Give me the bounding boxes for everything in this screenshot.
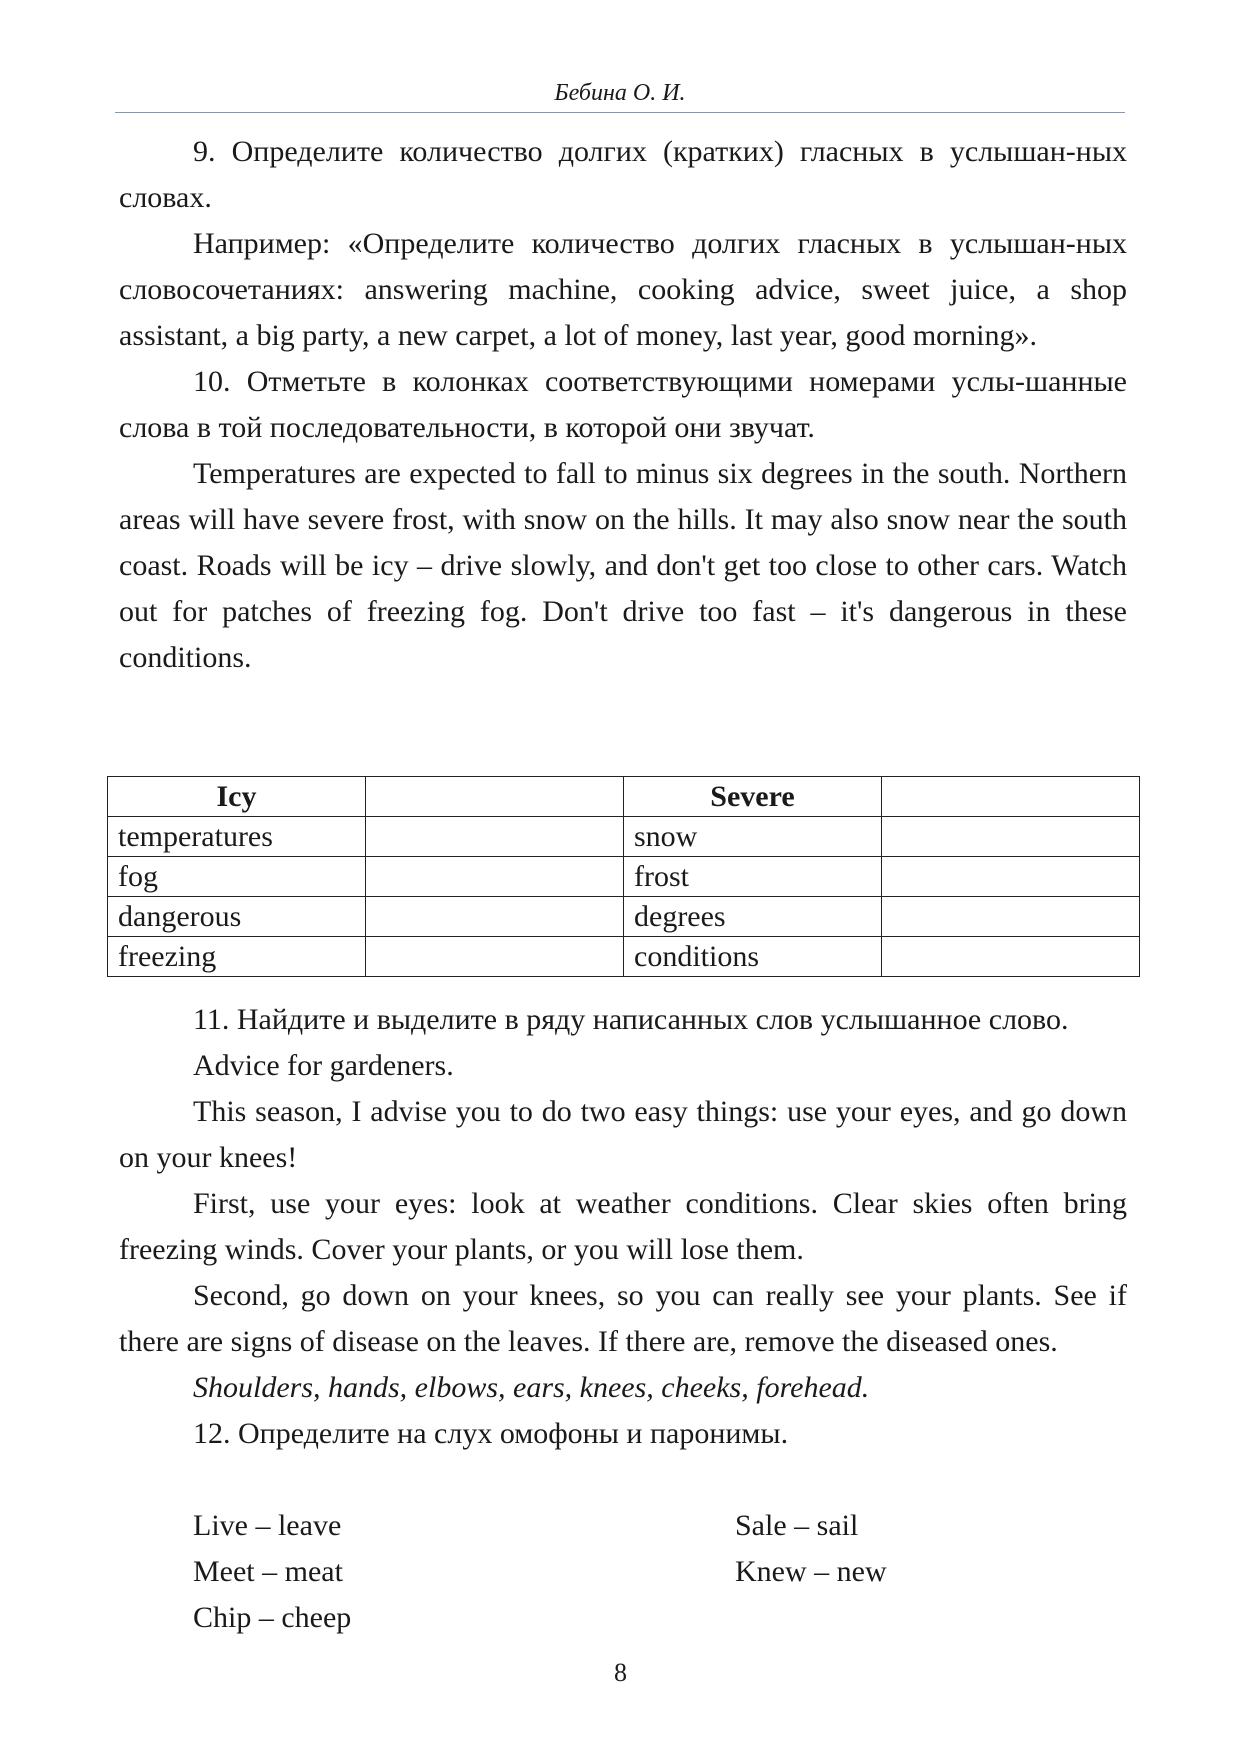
pair-row xyxy=(193,1503,1093,1549)
table-cell xyxy=(366,857,624,897)
table-cell: conditions xyxy=(624,937,882,977)
table-row xyxy=(108,937,1140,977)
exercise-11-word-row: Shoulders, hands, elbows, ears, knees, cheeks, forehead. xyxy=(193,1371,870,1404)
table-header-row xyxy=(108,777,1140,817)
table-header-cell: Severe xyxy=(624,777,882,817)
table-cell: freezing xyxy=(108,937,366,977)
table-cell xyxy=(882,857,1140,897)
exercise-11-paragraph-2: First, use your eyes: look at weather conditions. Clear skies often bring freezing winds. Cover your plants, or you will lose them. xyxy=(119,1187,1127,1266)
exercise-11-task: 11. Найдите и выделите в ряду написанных слов услышанное слово. xyxy=(193,1003,1069,1036)
table-cell xyxy=(882,897,1140,937)
pair-item: Chip – cheep xyxy=(193,1601,352,1634)
table-cell: degrees xyxy=(624,897,882,937)
pair-item: Knew – new xyxy=(735,1555,887,1588)
table-row xyxy=(108,817,1140,857)
exercise-12-task: 12. Определите на слух омофоны и паронимы. xyxy=(193,1417,789,1450)
table-header-cell: Icy xyxy=(108,777,366,817)
exercise-9-10-block xyxy=(119,129,1127,681)
exercise-10-passage: Temperatures are expected to fall to minus six degrees in the south. Northern areas will have severe frost, with snow on the hills. It may also snow near the south coast. Roads will be icy – drive slowly, and don't get too close to other cars. Watch out for patches of freezing fog. Don't drive too fast – it's dangerous in these conditions. xyxy=(119,457,1127,674)
table-header-cell xyxy=(366,777,624,817)
exercise-11-paragraph-1: This season, I advise you to do two easy things: use your eyes, and go down on your knees! xyxy=(119,1095,1127,1174)
running-header: Бебина О. И. xyxy=(115,78,1125,113)
page-number: 8 xyxy=(614,1658,627,1687)
exercise-11-12-block xyxy=(119,997,1127,1457)
table-cell xyxy=(366,937,624,977)
exercise-10-task: 10. Отметьте в колонках соответствующими номерами услы-шанные слова в той последовательности, в которой они звучат. xyxy=(119,365,1127,444)
table-cell: snow xyxy=(624,817,882,857)
table-cell xyxy=(882,937,1140,977)
table-cell xyxy=(366,817,624,857)
table-cell xyxy=(882,817,1140,857)
words-table xyxy=(107,776,1140,977)
table-row xyxy=(108,857,1140,897)
table-cell xyxy=(366,897,624,937)
table-cell: fog xyxy=(108,857,366,897)
table-cell: temperatures xyxy=(108,817,366,857)
pair-row xyxy=(193,1595,1093,1641)
pair-row xyxy=(193,1549,1093,1595)
table-header-cell xyxy=(882,777,1140,817)
homophone-pairs xyxy=(193,1503,1093,1641)
pair-item: Meet – meat xyxy=(193,1555,343,1588)
pair-item: Live – leave xyxy=(193,1509,342,1542)
table-cell: dangerous xyxy=(108,897,366,937)
table-row xyxy=(108,897,1140,937)
exercise-11-title: Advice for gardeners. xyxy=(193,1049,454,1082)
exercise-11-paragraph-3: Second, go down on your knees, so you can really see your plants. See if there are signs of disease on the leaves. If there are, remove the diseased ones. xyxy=(119,1279,1127,1358)
exercise-9-example: Например: «Определите количество долгих гласных в услышан-ных словосочетаниях: answering machine, cooking advice, sweet juice, a shop assistant, a big party, a new carpet, a lot of money, last year, good morning». xyxy=(119,227,1127,352)
exercise-9-task: 9. Определите количество долгих (кратких) гласных в услышан-ных словах. xyxy=(119,135,1127,214)
pair-item: Sale – sail xyxy=(735,1509,859,1542)
table-cell: frost xyxy=(624,857,882,897)
